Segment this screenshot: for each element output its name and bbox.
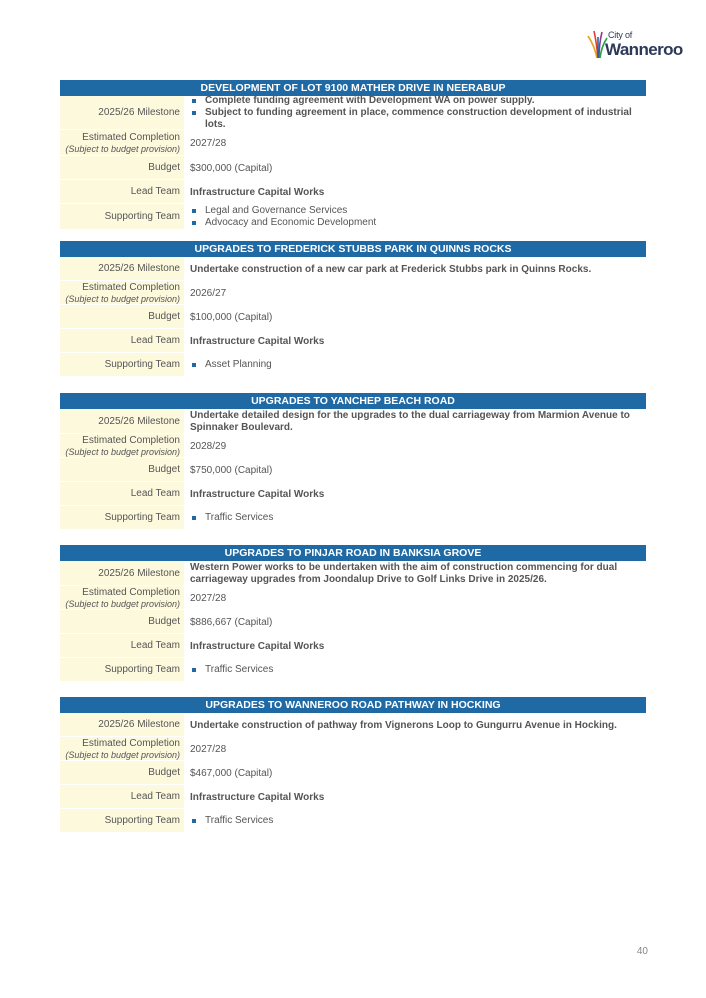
row-lead xyxy=(60,329,646,353)
label-completion: Estimated Completion (Subject to budget provision) xyxy=(60,281,184,305)
label-lead: Lead Team xyxy=(60,634,184,658)
supporting-item: Traffic Services xyxy=(190,664,646,676)
section-mather-drive xyxy=(60,80,646,230)
row-completion xyxy=(60,737,646,761)
row-milestone xyxy=(60,257,646,281)
milestone-item: Subject to funding agreement in place, commence construction development of industrial lots. xyxy=(190,107,646,131)
row-supporting xyxy=(60,658,646,682)
section-title: UPGRADES TO FREDERICK STUBBS PARK IN QUINNS ROCKS xyxy=(60,241,646,257)
supporting-list xyxy=(190,512,646,524)
value-milestone xyxy=(184,96,646,130)
row-budget xyxy=(60,610,646,634)
supporting-list xyxy=(190,359,646,371)
value-supporting xyxy=(184,204,646,230)
section-pinjar-road xyxy=(60,545,646,682)
value-completion: 2026/27 xyxy=(190,287,227,299)
row-completion xyxy=(60,434,646,458)
row-lead xyxy=(60,634,646,658)
label-milestone: 2025/26 Milestone xyxy=(60,96,184,130)
row-budget xyxy=(60,761,646,785)
value-lead: Infrastructure Capital Works xyxy=(190,186,325,198)
row-milestone xyxy=(60,409,646,434)
value-milestone: Undertake construction of pathway from Vignerons Loop to Gungurru Avenue in Hocking. xyxy=(190,719,617,731)
value-budget: $300,000 (Capital) xyxy=(190,162,273,174)
value-budget: $100,000 (Capital) xyxy=(190,311,273,323)
row-supporting xyxy=(60,353,646,377)
label-budget: Budget xyxy=(60,761,184,785)
label-supporting: Supporting Team xyxy=(60,809,184,833)
value-supporting xyxy=(184,658,646,682)
milestone-list xyxy=(190,95,646,131)
label-budget: Budget xyxy=(60,156,184,180)
value-completion: 2027/28 xyxy=(190,137,227,149)
section-title: UPGRADES TO PINJAR ROAD IN BANKSIA GROVE xyxy=(60,545,646,561)
supporting-item: Advocacy and Economic Development xyxy=(190,217,646,229)
logo-name-text: Wanneroo xyxy=(605,40,683,59)
row-lead xyxy=(60,785,646,809)
row-supporting xyxy=(60,506,646,530)
row-budget xyxy=(60,305,646,329)
label-lead: Lead Team xyxy=(60,785,184,809)
section-title: UPGRADES TO YANCHEP BEACH ROAD xyxy=(60,393,646,409)
row-supporting xyxy=(60,204,646,230)
supporting-list xyxy=(190,205,646,229)
label-budget: Budget xyxy=(60,305,184,329)
label-supporting: Supporting Team xyxy=(60,506,184,530)
supporting-item: Traffic Services xyxy=(190,512,646,524)
row-budget xyxy=(60,156,646,180)
value-lead: Infrastructure Capital Works xyxy=(190,640,325,652)
supporting-item: Traffic Services xyxy=(190,815,646,827)
value-milestone: Undertake construction of a new car park at Frederick Stubbs park in Quinns Rocks. xyxy=(190,263,592,275)
value-budget: $750,000 (Capital) xyxy=(190,464,273,476)
label-completion: Estimated Completion (Subject to budget provision) xyxy=(60,586,184,610)
supporting-list xyxy=(190,815,646,827)
label-lead: Lead Team xyxy=(60,180,184,204)
row-completion xyxy=(60,281,646,305)
section-title: DEVELOPMENT OF LOT 9100 MATHER DRIVE IN NEERABUP xyxy=(60,80,646,96)
supporting-list xyxy=(190,664,646,676)
row-lead xyxy=(60,180,646,204)
label-supporting: Supporting Team xyxy=(60,658,184,682)
label-budget: Budget xyxy=(60,458,184,482)
value-budget: $886,667 (Capital) xyxy=(190,616,273,628)
row-completion xyxy=(60,130,646,156)
city-logo xyxy=(586,28,683,62)
value-milestone: Undertake detailed design for the upgrades to the dual carriageway from Marmion Avenue to Spinnaker Boulevard. xyxy=(190,409,630,433)
label-milestone: 2025/26 Milestone xyxy=(60,561,184,586)
label-completion: Estimated Completion (Subject to budget provision) xyxy=(60,737,184,761)
row-milestone xyxy=(60,561,646,586)
value-supporting xyxy=(184,809,646,833)
logo-city-text: City of xyxy=(608,30,633,40)
value-lead: Infrastructure Capital Works xyxy=(190,488,325,500)
label-supporting: Supporting Team xyxy=(60,353,184,377)
value-supporting xyxy=(184,353,646,377)
label-lead: Lead Team xyxy=(60,482,184,506)
milestone-item: Complete funding agreement with Development WA on power supply. xyxy=(190,95,646,107)
label-milestone: 2025/26 Milestone xyxy=(60,409,184,434)
label-completion: Estimated Completion (Subject to budget provision) xyxy=(60,434,184,458)
supporting-item: Legal and Governance Services xyxy=(190,205,646,217)
section-wanneroo-road-pathway xyxy=(60,697,646,833)
value-budget: $467,000 (Capital) xyxy=(190,767,273,779)
value-completion: 2027/28 xyxy=(190,743,227,755)
row-completion xyxy=(60,586,646,610)
label-completion: Estimated Completion (Subject to budget provision) xyxy=(60,130,184,156)
label-milestone: 2025/26 Milestone xyxy=(60,257,184,281)
section-title: UPGRADES TO WANNEROO ROAD PATHWAY IN HOCKING xyxy=(60,697,646,713)
section-yanchep-beach-road xyxy=(60,393,646,530)
label-milestone: 2025/26 Milestone xyxy=(60,713,184,737)
label-lead: Lead Team xyxy=(60,329,184,353)
label-budget: Budget xyxy=(60,610,184,634)
row-milestone xyxy=(60,713,646,737)
row-lead xyxy=(60,482,646,506)
supporting-item: Asset Planning xyxy=(190,359,646,371)
value-completion: 2027/28 xyxy=(190,592,227,604)
value-lead: Infrastructure Capital Works xyxy=(190,335,325,347)
section-frederick-stubbs xyxy=(60,241,646,377)
row-supporting xyxy=(60,809,646,833)
page-number: 40 xyxy=(636,946,648,957)
value-completion: 2028/29 xyxy=(190,440,227,452)
row-budget xyxy=(60,458,646,482)
label-supporting: Supporting Team xyxy=(60,204,184,230)
row-milestone xyxy=(60,96,646,130)
value-milestone: Western Power works to be undertaken with the aim of construction commencing for dual carriageway upgrades from Joondalup Drive to Golf Links Drive in 2025/26. xyxy=(190,561,618,585)
value-supporting xyxy=(184,506,646,530)
value-lead: Infrastructure Capital Works xyxy=(190,791,325,803)
